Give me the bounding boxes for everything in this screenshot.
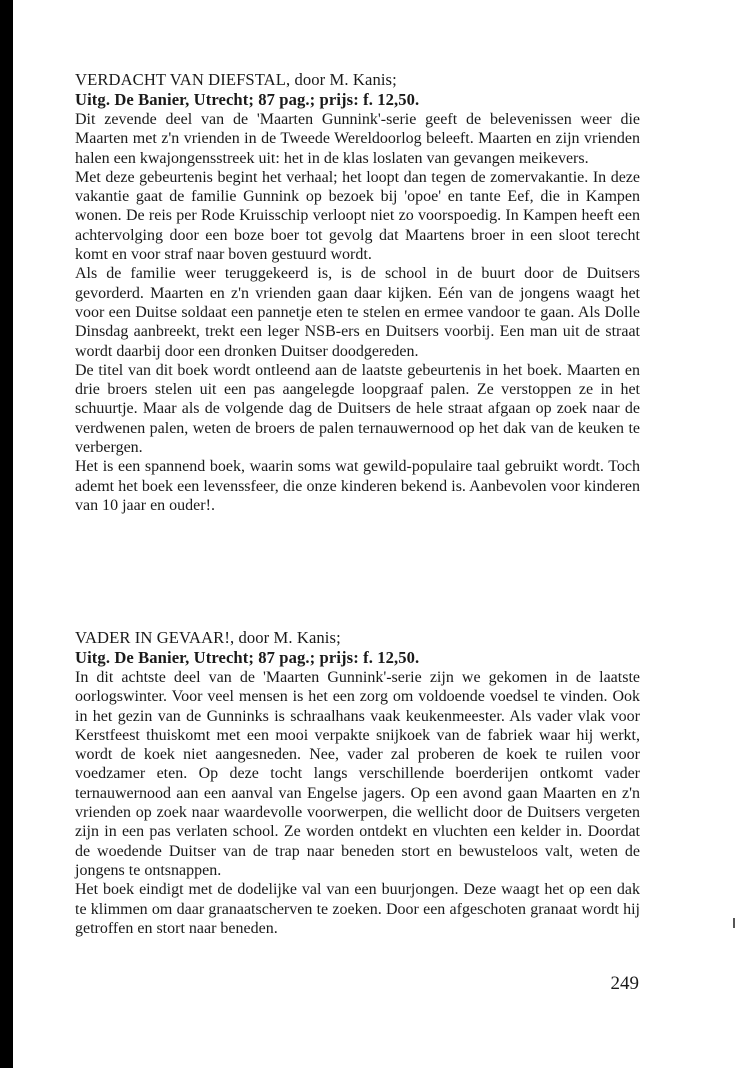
review-paragraph: Dit zevende deel van de 'Maarten Gunnink'-serie geeft de belevenissen weer die Maarten met z'n vrienden in de Tweede Wereldoorlog beleeft. Maarten en zijn vrienden halen een kwajongensstreek uit: het in de klas loslaten van gevangen meikevers. bbox=[75, 111, 640, 167]
page-number: 249 bbox=[610, 973, 639, 994]
review-verdacht-van-diefstal bbox=[75, 70, 640, 515]
review-title: VADER IN GEVAAR!, door M. Kanis; bbox=[75, 628, 341, 647]
review-paragraph: Het is een spannend boek, waarin soms wat gewild-populaire taal gebruikt wordt. Toch ademt het boek een levenssfeer, die onze kinderen bekend is. Aanbevolen voor kinderen van 10 jaar en ouder!. bbox=[75, 458, 640, 514]
scan-speck bbox=[733, 918, 735, 928]
review-paragraph: De titel van dit boek wordt ontleend aan de laatste gebeurtenis in het boek. Maarten en drie broers stelen uit een pas aangelegde loopgraaf palen. Ze verstoppen ze in het schuurtje. Maar als de volgende dag de Duitsers de hele straat afgaan op zoek naar de verdwenen palen, weten de broers de palen ternauwernood op het dak van de keuken te verbergen. bbox=[75, 361, 640, 457]
review-paragraph: Het boek eindigt met de dodelijke val van een buurjongen. Deze waagt het op een dak te klimmen om daar granaatscherven te zoeken. Door een afgeschoten granaat wordt hij getroffen en stort naar beneden. bbox=[75, 881, 640, 937]
review-vader-in-gevaar bbox=[75, 628, 640, 938]
review-publisher-info: Uitg. De Banier, Utrecht; 87 pag.; prijs: f. 12,50. bbox=[75, 648, 420, 667]
scan-left-edge-bar bbox=[0, 0, 13, 1068]
review-paragraph: In dit achtste deel van de 'Maarten Gunnink'-serie zijn we gekomen in de laatste oorlogswinter. Voor veel mensen is het een zorg om voldoende voedsel te vinden. Ook in het gezin van de Gunninks is schraalhans vaak keukenmeester. Als vader vlak voor Kerstfeest thuiskomt met een mooi verpakte snijkoek van de fabriek waar hij werkt, wordt de koek niet aangesneden. Nee, vader zal proberen de koek te ruilen voor voedzamer eten. Op deze tocht langs verschillende boerderijen ontkomt vader ternauwernood aan een aanval van Engelse jagers. Op een avond gaan Maarten en z'n vrienden op zoek naar waardevolle voorwerpen, die wellicht door de Duitsers vergeten zijn in een pas verlaten school. Ze worden ontdekt en vluchten een kelder in. Doordat de woedende Duitser van de trap naar beneden stort en bewusteloos valt, weten de jongens te ontsnappen. bbox=[75, 669, 640, 879]
review-paragraph: Als de familie weer teruggekeerd is, is de school in de buurt door de Duitsers gevorderd. Maarten en z'n vrienden gaan daar kijken. Eén van de jongens waagt het voor een Duitse soldaat een pannetje eten te stelen en ermee vandoor te gaan. Als Dolle Dinsdag aanbreekt, trekt een leger NSB-ers en Duitsers voorbij. Een man uit de straat wordt daarbij door een dronken Duitser doodgereden. bbox=[75, 265, 640, 360]
review-paragraph: Met deze gebeurtenis begint het verhaal; het loopt dan tegen de zomervakantie. In deze vakantie gaat de familie Gunnink op bezoek bij 'opoe' en tante Eef, die in Kampen wonen. De reis per Rode Kruisschip verloopt niet zo voorspoedig. In Kampen heeft een achtervolging door een boze boer tot gevolg dat Maartens broer in een sloot terecht komt en voor straf naar boven gestuurd wordt. bbox=[75, 168, 640, 264]
review-publisher-info: Uitg. De Banier, Utrecht; 87 pag.; prijs: f. 12,50. bbox=[75, 90, 420, 109]
review-title: VERDACHT VAN DIEFSTAL, door M. Kanis; bbox=[75, 70, 397, 89]
